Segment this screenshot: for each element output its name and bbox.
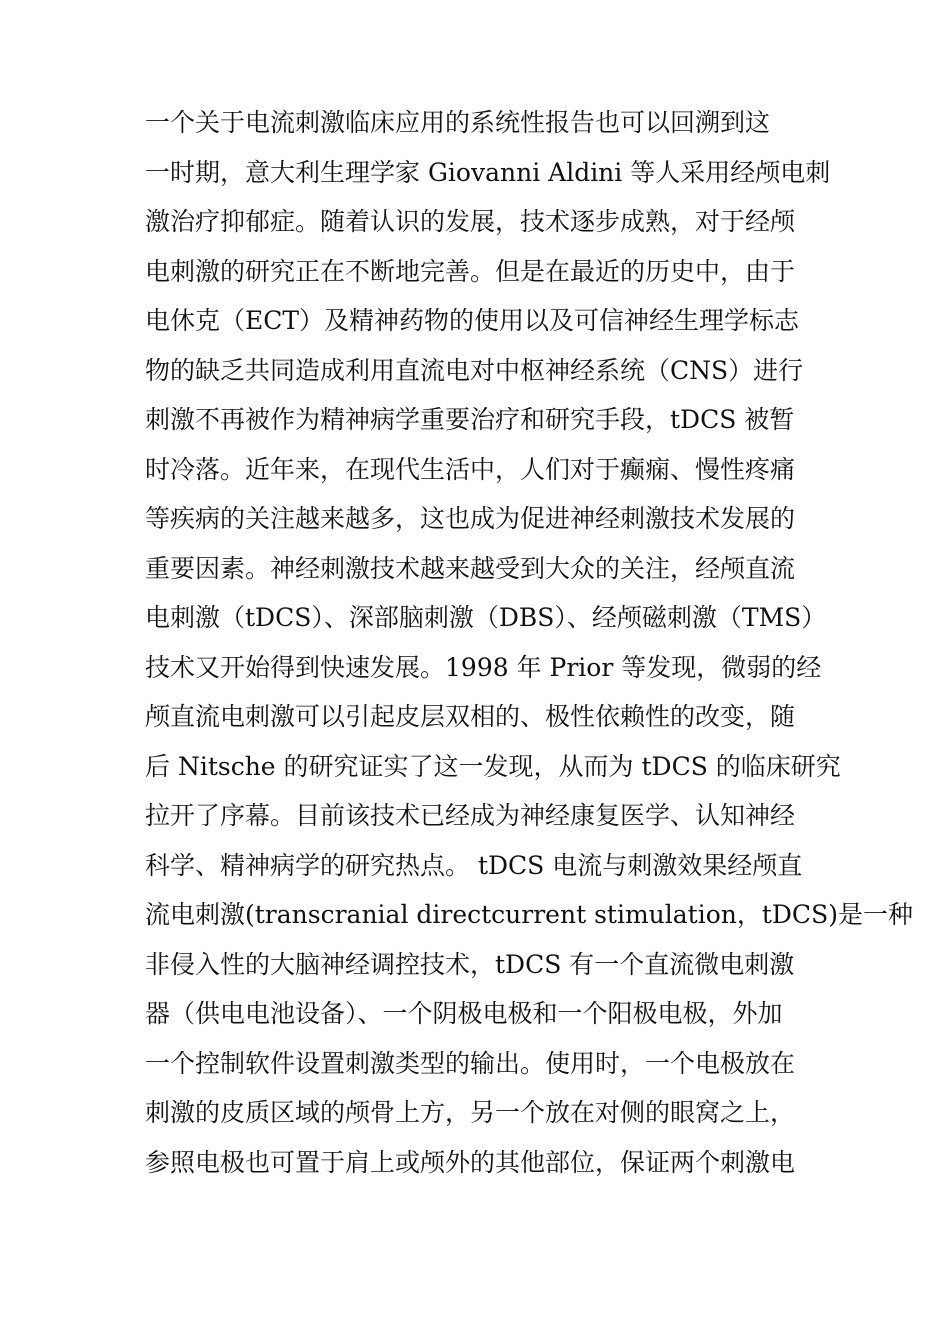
text-line: 参照电极也可置于肩上或颅外的其他部位，保证两个刺激电 xyxy=(145,1147,796,1177)
text-line: 一时期，意大利生理学家 Giovanni Aldini 等人采用经颅电刺 xyxy=(145,157,831,187)
text-line: 电刺激的研究正在不断地完善。但是在最近的历史中，由于 xyxy=(145,256,796,286)
text-line: 激治疗抑郁症。随着认识的发展，技术逐步成熟，对于经颅 xyxy=(145,207,796,236)
text-line: 器（供电电池设备）、一个阴极电极和一个阳极电极，外加 xyxy=(145,999,783,1028)
text-line: 时冷落。近年来，在现代生活中，人们对于癫痫、慢性疼痛 xyxy=(145,454,796,484)
text-line: 一个关于电流刺激临床应用的系统性报告也可以回溯到这 xyxy=(145,108,771,137)
text-line: 电休克（ECT）及精神药物的使用以及可信神经生理学标志 xyxy=(145,306,800,335)
text-line: 非侵入性的大脑神经调控技术，tDCS 有一个直流微电刺激 xyxy=(145,949,795,979)
text-line: 颅直流电刺激可以引起皮层双相的、极性依赖性的改变，随 xyxy=(145,702,796,731)
text-line: 科学、精神病学的研究热点。 tDCS 电流与刺激效果经颅直 xyxy=(145,850,803,880)
text-line: 流电刺激(transcranial directcurrent stimulation，tDCS)是一种 xyxy=(145,900,913,929)
text-line: 拉开了序幕。目前该技术已经成为神经康复医学、认知神经 xyxy=(145,801,796,830)
text-line: 物的缺乏共同造成利用直流电对中枢神经系统（CNS）进行 xyxy=(145,355,804,385)
text-line: 技术又开始得到快速发展。1998 年 Prior 等发现，微弱的经 xyxy=(145,652,822,682)
text-line: 刺激不再被作为精神病学重要治疗和研究手段，tDCS 被暂 xyxy=(145,405,795,434)
text-line: 等疾病的关注越来越多，这也成为促进神经刺激技术发展的 xyxy=(145,504,796,533)
text-line: 刺激的皮质区域的颅骨上方，另一个放在对侧的眼窝之上， xyxy=(145,1098,796,1127)
text-line: 后 Nitsche 的研究证实了这一发现，从而为 tDCS 的临床研究 xyxy=(145,751,841,781)
text-line: 电刺激（tDCS）、深部脑刺激（DBS）、经颅磁刺激（TMS） xyxy=(145,603,827,632)
body-paragraph xyxy=(145,98,913,1187)
text-line: 重要因素。神经刺激技术越来越受到大众的关注，经颅直流 xyxy=(145,553,796,583)
text-line: 一个控制软件设置刺激类型的输出。使用时，一个电极放在 xyxy=(145,1048,796,1078)
